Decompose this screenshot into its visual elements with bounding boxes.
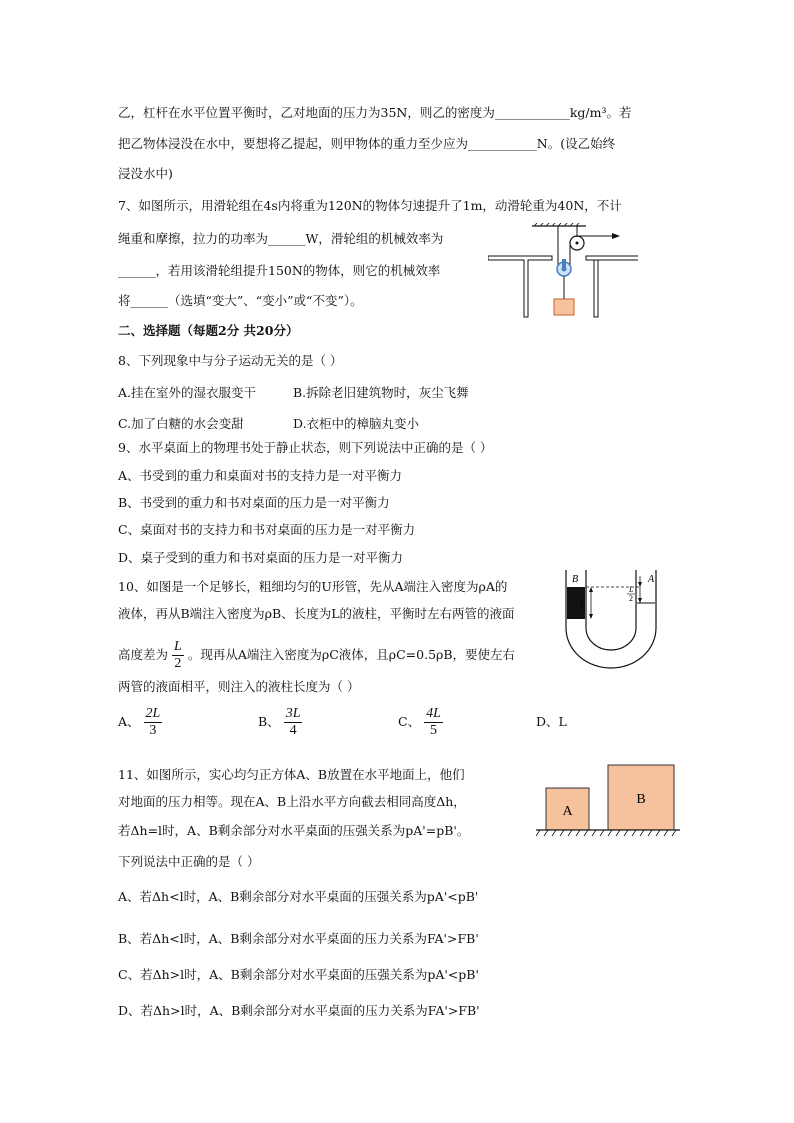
u-tube-half-num: L [629,585,634,594]
q10-option-b-num: 3L [285,706,301,721]
q10-fraction-num: L [174,639,182,654]
q8-option-b: B.拆除老旧建筑物时，灰尘飞舞 [293,385,469,400]
q11-line4: 下列说法中正确的是（ ） [118,854,260,869]
q11-option-c: C、若Δh>l时，A、B剩余部分对水平桌面的压强关系为pA'<pB' [118,967,479,982]
q10-option-a-num: 2L [145,706,161,721]
q10-line3 [118,637,515,673]
blocks-figure [532,760,682,840]
q9-option-a: A、书受到的重力和桌面对书的支持力是一对平衡力 [118,468,403,483]
q9-option-c: C、桌面对书的支持力和书对桌面的压力是一对平衡力 [118,522,416,537]
q10-option-c [398,704,447,740]
q11-option-d: D、若Δh>l时，A、B剩余部分对水平桌面的压力关系为FA'>FB' [118,1003,480,1018]
q10-option-a-den: 3 [149,723,157,738]
q10-option-a [118,704,166,740]
q6-line1: 乙，杠杆在水平位置平衡时，乙对地面的压力为35N，则乙的密度为____________kg/m³。若 [118,105,632,120]
q8-option-c: C.加了白糖的水会变甜 [118,416,244,431]
q10-option-b [258,704,306,740]
q10-line3-pre: 高度差为 [118,647,169,662]
q9-stem: 9、水平桌面上的物理书处于静止状态，则下列说法中正确的是（ ） [118,440,493,455]
q10-line1: 10、如图是一个足够长，粗细均匀的U形管，先从A端注入密度为ρA的 [118,579,508,594]
q10-option-b-label: B、 [258,714,280,729]
q6-line3: 浸没水中) [118,166,173,181]
q11-option-a: A、若Δh<l时，A、B剩余部分对水平桌面的压强关系为pA'<pB' [118,889,479,904]
u-tube-label-b: B [572,574,579,585]
q10-option-c-num: 4L [426,706,441,721]
q11-line1: 11、如图所示，实心均匀正方体A、B放置在水平地面上，他们 [118,767,465,782]
q7-line4: 将______（选填“变大”、“变小”或“不变”）。 [118,293,363,308]
q8-option-a: A.挂在室外的湿衣服变干 [118,385,257,400]
q11-option-b: B、若Δh<l时，A、B剩余部分对水平桌面的压力关系为FA'>FB' [118,931,479,946]
q6-line2: 把乙物体浸没在水中，要想将乙提起，则甲物体的重力至少应为___________N。(设乙始终 [118,136,616,151]
q10-fraction [172,639,184,672]
section-heading: 二、选择题（每题2分 共20分） [118,323,299,338]
q9-option-d: D、桌子受到的重力和书对桌面的压力是一对平衡力 [118,550,404,565]
block-a-label: A [562,804,573,819]
u-tube-half-den: 2 [629,594,633,603]
q7-line1: 7、如图所示，用滑轮组在4s内将重为120N的物体匀速提升了1m，动滑轮重为40N，不计 [118,198,622,213]
q9-option-b: B、书受到的重力和书对桌面的压力是一对平衡力 [118,495,390,510]
q10-line3-post: 。现再从A端注入密度为ρC液体，且ρC=0.5ρB，要使左右 [187,647,516,662]
q7-line3: ______，若用该滑轮组提升150N的物体，则它的机械效率 [118,263,441,278]
q10-fraction-den: 2 [174,656,182,671]
q8-stem: 8、下列现象中与分子运动无关的是（ ） [118,353,343,368]
q7-line2: 绳重和摩擦，拉力的功率为______W，滑轮组的机械效率为 [118,231,444,246]
u-tube-figure [560,570,670,670]
q8-option-d: D.衣柜中的樟脑丸变小 [293,416,420,431]
q11-line2: 对地面的压力相等。现在A、B上沿水平方向截去相同高度Δh， [118,794,466,809]
q10-option-b-den: 4 [289,723,297,738]
q10-option-a-label: A、 [118,714,140,729]
q10-option-c-den: 5 [429,723,437,738]
pulley-figure [488,223,638,323]
u-tube-label-l: L [580,598,586,608]
q11-line3: 若Δh=l时，A、B剩余部分对水平桌面的压强关系为pA'=pB'。 [118,823,470,838]
q10-option-c-label: C、 [398,714,421,729]
q10-line4: 两管的液面相平，则注入的液柱长度为（ ） [118,679,360,694]
block-b-label: B [636,792,646,807]
q10-option-d: D、L [536,714,567,729]
q10-line2: 液体，再从B端注入密度为ρB、长度为L的液柱，平衡时左右两管的液面 [118,606,515,621]
u-tube-label-a: A [648,574,655,585]
